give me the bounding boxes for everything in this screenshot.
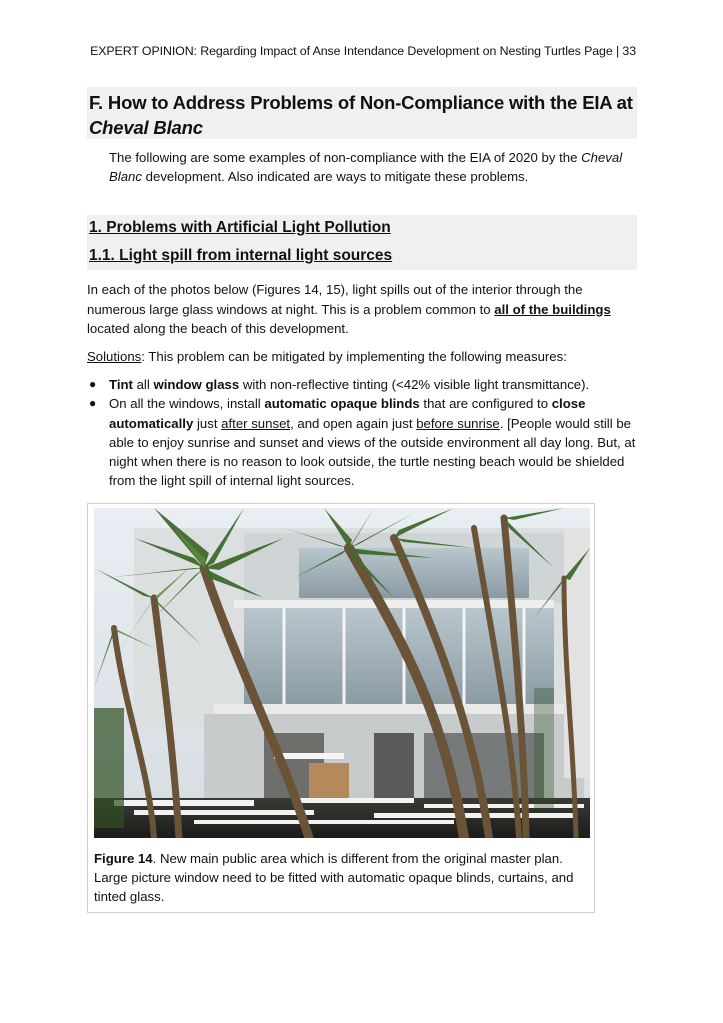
b2-text-1: On all the windows, install: [109, 396, 265, 412]
b1-text-2: with non-reflective tinting (<42% visible light transmittance).: [239, 377, 590, 392]
building-photo: [94, 508, 590, 838]
intro-text-1: The following are some examples of non-compliance with the EIA of 2020 by the: [109, 150, 582, 165]
b2-underline-1: after sunset: [221, 415, 291, 431]
heading-1: 1. Problems with Artificial Light Pollution: [89, 219, 391, 236]
intro-text-2: development. Also indicated are ways to mitigate these problems.: [142, 169, 529, 184]
bullet-icon: ●: [89, 377, 97, 391]
section-f-title-italic: Cheval Blanc: [89, 117, 203, 138]
section-f-title: [87, 87, 637, 140]
solutions-list: [87, 375, 637, 491]
b1-bold-1: Tint: [109, 377, 133, 392]
b2-bold-2: close automatically: [109, 396, 586, 431]
page-header: EXPERT OPINION: Regarding Impact of Anse Intendance Development on Nesting Turtles Page | 33: [90, 44, 636, 58]
b2-underline-2: before sunrise: [416, 415, 500, 431]
list-item: [87, 394, 637, 490]
heading-1-1: 1.1. Light spill from internal light sources: [89, 247, 393, 264]
intro-italic: Cheval Blanc: [109, 150, 623, 184]
heading-1-box: [87, 215, 637, 243]
figure-caption: [94, 849, 590, 906]
b1-bold-2: window glass: [153, 377, 240, 392]
figure-label: Figure 14: [94, 851, 153, 866]
para1-emphasis: all of the buildings: [494, 301, 611, 317]
figure-caption-text: . New main public area which is different from the original master plan. Large picture window need to be fitted with automatic opaque blinds, curtains, and tinted glass.: [94, 851, 574, 904]
section-f-heading-box: [87, 87, 637, 139]
para1-text-2: located along the beach of this development.: [87, 321, 349, 336]
b2-text-5: . [People would still be able to enjoy sunrise and sunset and views of the outside environment all day long. But, at night when there is no reason to look outside, the turtle nesting beach would be shielded from the light spill of internal light sources.: [109, 415, 636, 489]
b2-text-4: , and open again just: [290, 415, 417, 431]
list-item: [87, 375, 637, 394]
b2-text-3: just: [193, 415, 222, 431]
solutions-paragraph: [87, 347, 635, 367]
intro-paragraph: [109, 148, 637, 186]
section-f-title-main: F. How to Address Problems of Non-Compliance with the EIA at: [89, 92, 633, 113]
b1-text-1: all: [132, 377, 154, 392]
figure-14: [87, 503, 595, 913]
b2-bold-1: automatic opaque blinds: [264, 396, 420, 412]
solutions-text: : This problem can be mitigated by implementing the following measures:: [141, 349, 567, 364]
b2-text-2: that are configured to: [419, 396, 552, 412]
para1-text-1: In each of the photos below (Figures 14, 15), light spills out of the interior through the numerous large glass windows at night. This is a problem common to: [87, 282, 583, 317]
solutions-label: Solutions: [87, 349, 142, 364]
bullet-icon: ●: [89, 396, 97, 411]
body-paragraph-1: [87, 280, 635, 339]
heading-1-1-box: [87, 243, 637, 270]
